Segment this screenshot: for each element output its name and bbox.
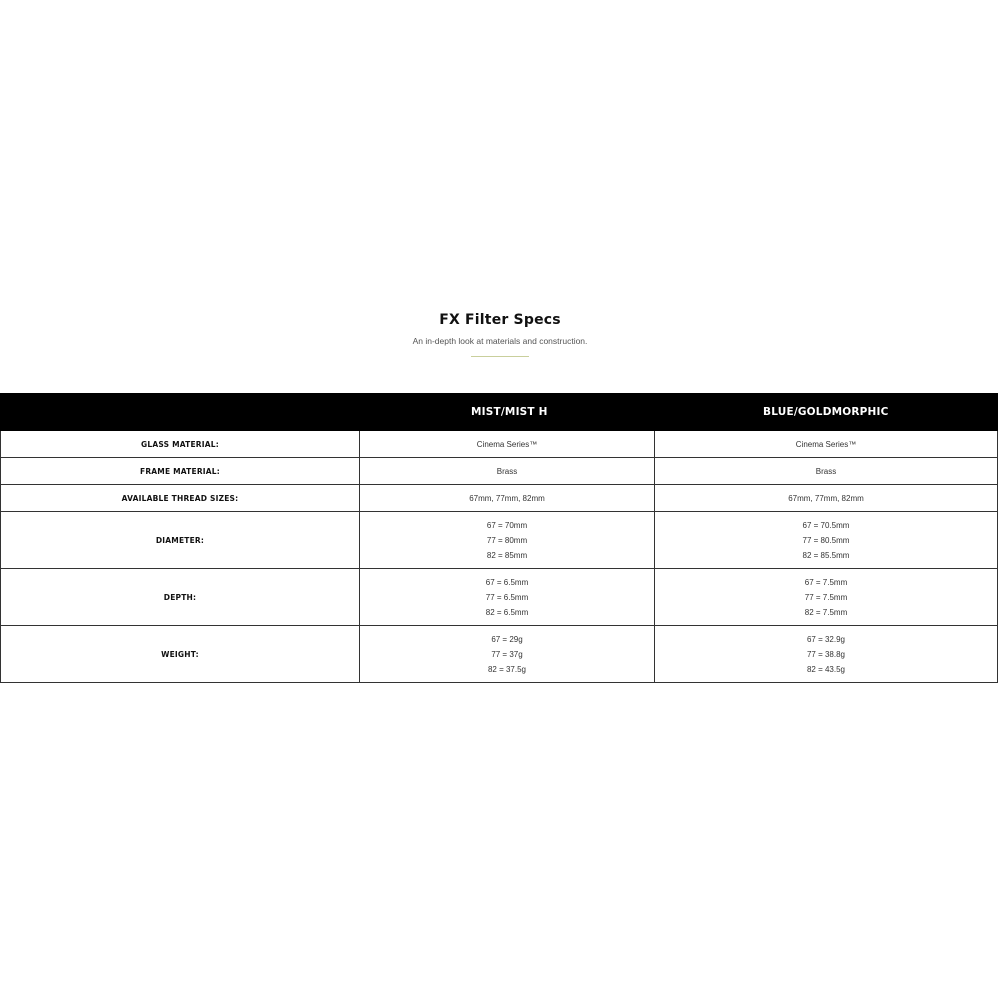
cell-value: Brass (815, 466, 837, 476)
cell-value: 67 = 7.5mm (804, 577, 848, 587)
row-label-glass-material: GLASS MATERIAL: (1, 431, 360, 458)
cell-mist-weight (360, 626, 655, 683)
cell-mist-diameter (360, 512, 655, 569)
cell-value: 77 = 38.8g (806, 649, 846, 659)
cell-value: 82 = 85mm (486, 550, 528, 560)
cell-mist-thread-sizes (360, 485, 655, 512)
page-subtitle: An in-depth look at materials and construction. (412, 336, 588, 346)
cell-value: 77 = 80.5mm (802, 535, 850, 545)
cell-value: 82 = 85.5mm (802, 550, 850, 560)
cell-value: 82 = 7.5mm (804, 607, 848, 617)
page-title: FX Filter Specs (439, 312, 561, 328)
title-underline (471, 356, 529, 357)
cell-value: 67 = 70mm (486, 520, 528, 530)
cell-value: 67 = 6.5mm (485, 577, 529, 587)
table-row (1, 458, 998, 485)
cell-value: 67 = 70.5mm (802, 520, 850, 530)
row-label-frame-material: FRAME MATERIAL: (1, 458, 360, 485)
cell-value: 77 = 7.5mm (804, 592, 848, 602)
table-row (1, 512, 998, 569)
cell-value: Cinema Series™ (476, 439, 538, 449)
cell-value: 82 = 43.5g (806, 664, 846, 674)
table-row (1, 626, 998, 683)
column-header-mist: MIST/MIST H (360, 394, 655, 431)
table-row (1, 485, 998, 512)
cell-mist-depth (360, 569, 655, 626)
cell-value: 82 = 6.5mm (485, 607, 529, 617)
cell-morphic-frame-material (655, 458, 998, 485)
cell-value: 77 = 37g (491, 649, 523, 659)
cell-morphic-thread-sizes (655, 485, 998, 512)
table-header-row (1, 394, 998, 431)
cell-value: 77 = 6.5mm (485, 592, 529, 602)
row-label-thread-sizes: AVAILABLE THREAD SIZES: (1, 485, 360, 512)
cell-mist-glass-material (360, 431, 655, 458)
cell-morphic-glass-material (655, 431, 998, 458)
cell-morphic-depth (655, 569, 998, 626)
column-header-morphic: BLUE/GOLDMORPHIC (655, 394, 998, 431)
row-label-depth: DEPTH: (1, 569, 360, 626)
cell-mist-frame-material (360, 458, 655, 485)
column-header-label (1, 394, 360, 431)
cell-value: 67mm, 77mm, 82mm (788, 493, 864, 503)
cell-morphic-weight (655, 626, 998, 683)
cell-value: 82 = 37.5g (487, 664, 527, 674)
table-row (1, 431, 998, 458)
cell-morphic-diameter (655, 512, 998, 569)
cell-value: 67mm, 77mm, 82mm (469, 493, 545, 503)
row-label-weight: WEIGHT: (1, 626, 360, 683)
heading-block (0, 311, 1000, 357)
cell-value: Cinema Series™ (795, 439, 857, 449)
cell-value: 67 = 32.9g (806, 634, 846, 644)
row-label-diameter: DIAMETER: (1, 512, 360, 569)
cell-value: Brass (496, 466, 518, 476)
cell-value: 67 = 29g (491, 634, 523, 644)
table-row (1, 569, 998, 626)
specs-table (0, 393, 998, 683)
cell-value: 77 = 80mm (486, 535, 528, 545)
